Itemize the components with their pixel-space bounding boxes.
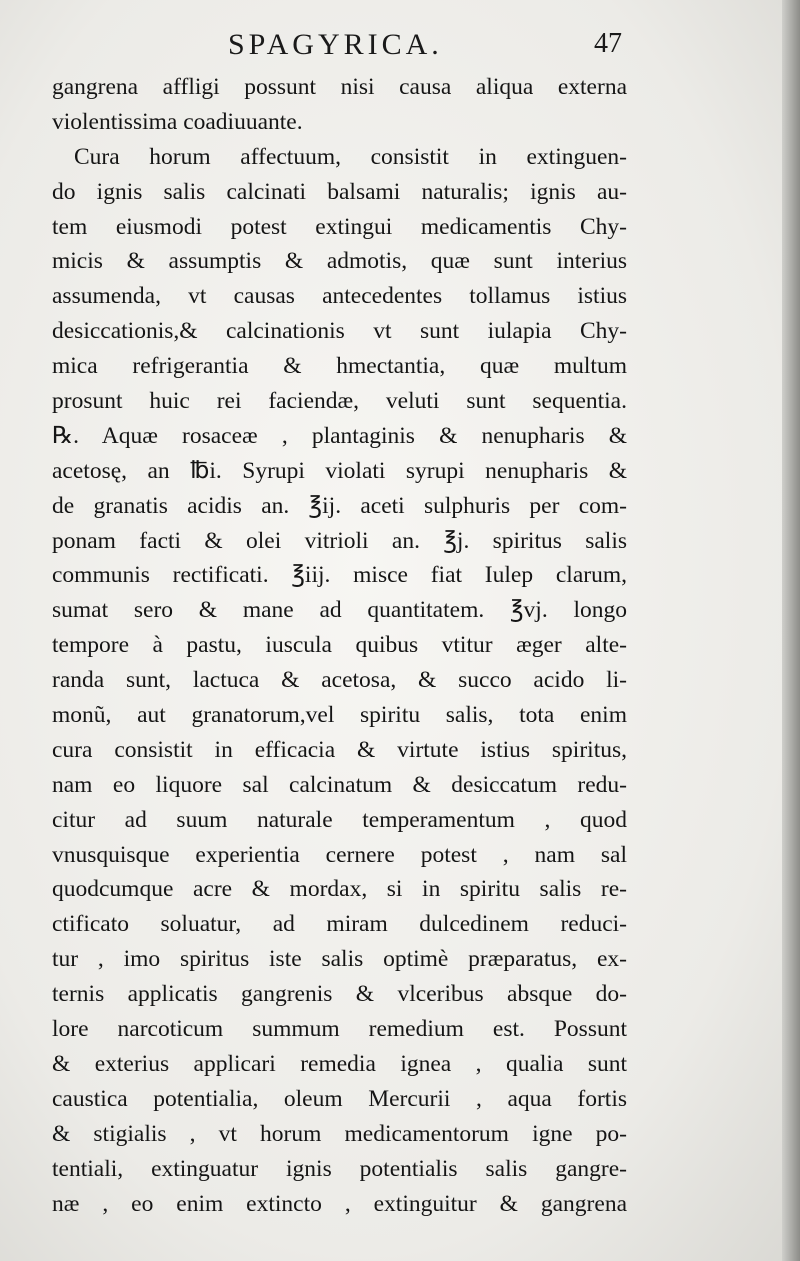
text-line: micis & assumptis & admotis, quæ sunt interius [52, 248, 627, 275]
text-line: tempore à pastu, iuscula quibus vtitur æger alte- [52, 632, 627, 659]
text-line: sumat sero & mane ad quantitatem. ℥vj. longo [52, 597, 627, 624]
text-line: quodcumque acre & mordax, si in spiritu salis re- [52, 876, 627, 903]
text-line: vnusquisque experientia cernere potest , nam sal [52, 841, 627, 868]
body-text [52, 70, 627, 1221]
text-line: ℞. Aquæ rosaceæ , plantaginis & nenupharis & [52, 422, 627, 449]
text-line: tur , imo spiritus iste salis optimè præparatus, ex- [52, 946, 627, 973]
text-line: prosunt huic rei faciendæ, veluti sunt sequentia. [52, 388, 627, 415]
text-line: caustica potentialia, oleum Mercurii , aqua fortis [52, 1085, 627, 1112]
text-line: do ignis salis calcinati balsami naturalis; ignis au- [52, 178, 627, 205]
text-line: Cura horum affectuum, consistit in extinguen- [74, 143, 627, 170]
text-line: lore narcoticum summum remedium est. Possunt [52, 1016, 627, 1043]
text-line: acetosę, an ℔i. Syrupi violati syrupi nenupharis & [52, 457, 627, 484]
text-line: nam eo liquore sal calcinatum & desiccatum redu- [52, 771, 627, 798]
text-line: cura consistit in efficacia & virtute istius spiritus, [52, 736, 627, 763]
text-line: næ , eo enim extincto , extinguitur & gangrena [52, 1190, 627, 1217]
text-line: desiccationis,& calcinationis vt sunt iulapia Chy- [52, 318, 627, 345]
text-line: assumenda, vt causas antecedentes tollamus istius [52, 283, 627, 310]
text-line: communis rectificati. ℥iij. misce fiat Iulep clarum, [52, 562, 627, 589]
text-line: randa sunt, lactuca & acetosa, & succo acido li- [52, 667, 627, 694]
running-title: SPAGYRICA. [228, 28, 443, 61]
text-line: violentissima coadiuuante. [52, 108, 303, 135]
text-line: monũ, aut granatorum,vel spiritu salis, tota enim [52, 702, 627, 729]
text-line: de granatis acidis an. ℥ij. aceti sulphuris per com- [52, 492, 627, 519]
text-line: tem eiusmodi potest extingui medicamentis Chy- [52, 213, 627, 240]
page-edge-shadow [782, 0, 800, 1261]
page-number: 47 [594, 28, 622, 59]
page-header [52, 28, 622, 74]
text-line: ternis applicatis gangrenis & vlceribus absque do- [52, 981, 627, 1008]
text-line: & exterius applicari remedia ignea , qualia sunt [52, 1050, 627, 1077]
text-line: citur ad suum naturale temperamentum , quod [52, 806, 627, 833]
text-line: tentiali, extinguatur ignis potentialis salis gangre- [52, 1155, 627, 1182]
text-line: mica refrigerantia & hmectantia, quæ multum [52, 353, 627, 380]
text-line: ponam facti & olei vitrioli an. ℥j. spiritus salis [52, 527, 627, 554]
text-line: gangrena affligi possunt nisi causa aliqua externa [52, 74, 627, 100]
text-line: & stigialis , vt horum medicamentorum igne po- [52, 1120, 627, 1147]
text-line: ctificato soluatur, ad miram dulcedinem reduci- [52, 911, 627, 938]
